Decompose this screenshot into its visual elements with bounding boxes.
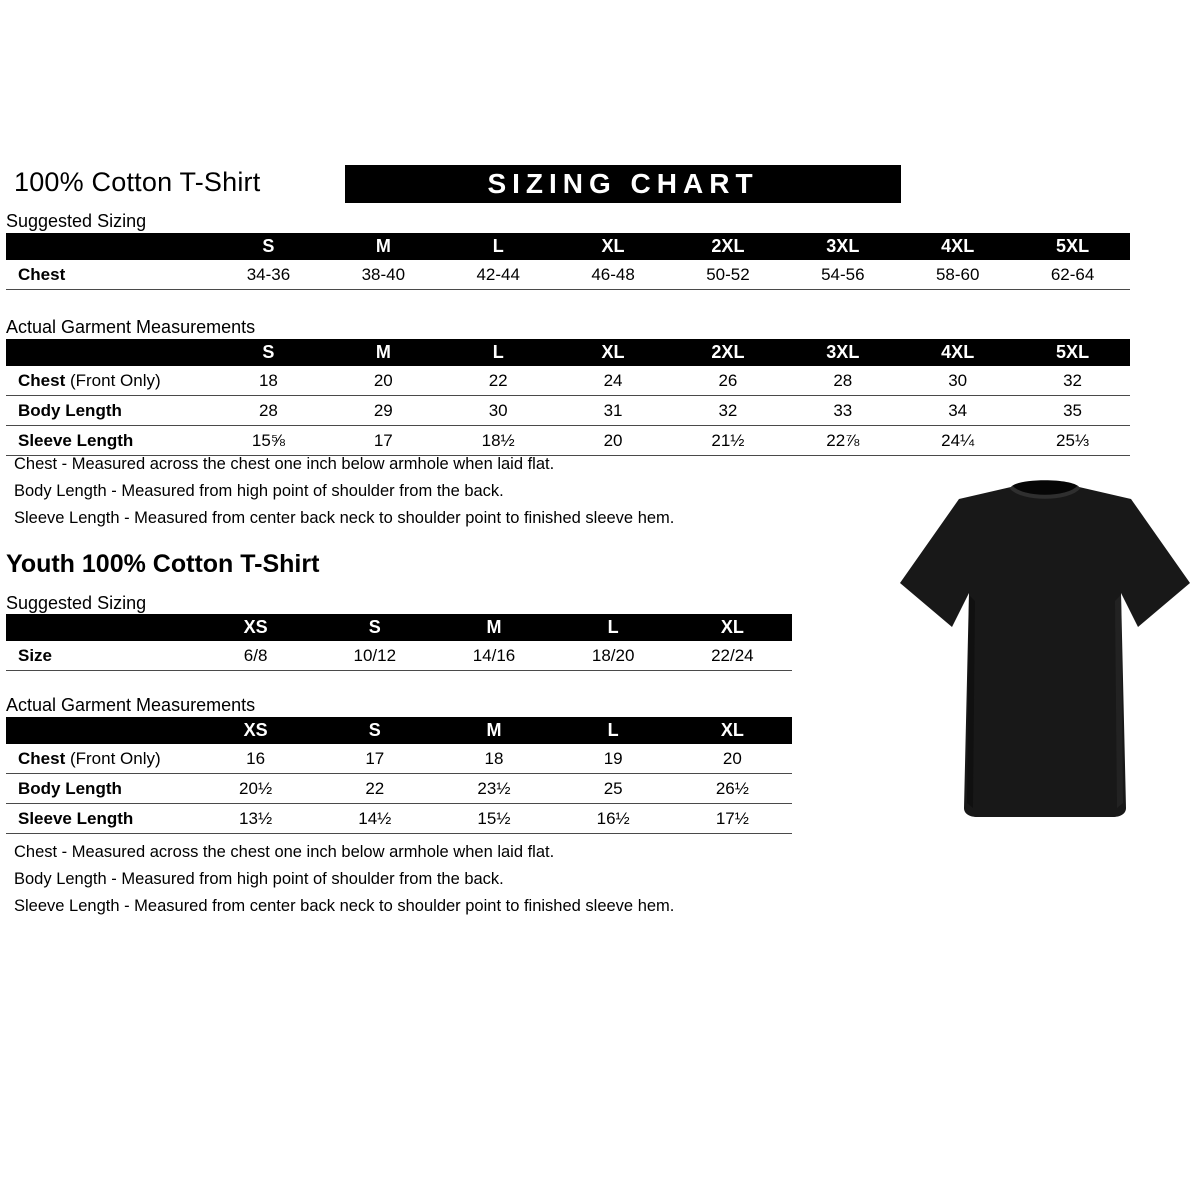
header-blank-cell [6,339,211,366]
size-value: 18 [434,744,553,774]
measurement-row [6,774,792,804]
note-chest: Chest - Measured across the chest one inch below armhole when laid flat. [14,843,555,861]
size-value: 25⅓ [1015,426,1130,456]
size-column-header: L [441,233,556,260]
size-column-header: S [211,339,326,366]
size-value: 14½ [315,804,434,834]
size-value: 28 [211,396,326,426]
size-value: 22 [441,366,556,396]
size-column-header: L [554,614,673,641]
adult-section-title: 100% Cotton T-Shirt [14,167,261,197]
size-value: 24¼ [900,426,1015,456]
adult-actual-measurements-table [6,339,1130,456]
size-value: 22/24 [673,641,792,671]
note-chest: Chest - Measured across the chest one inch below armhole when laid flat. [14,455,555,473]
size-value: 10/12 [315,641,434,671]
youth-notes [14,843,674,924]
size-column-header: L [441,339,556,366]
note-body-length: Body Length - Measured from high point of shoulder from the back. [14,870,504,888]
row-label: Size [6,641,196,671]
size-value: 54-56 [785,260,900,290]
size-column-header: XS [196,717,315,744]
size-column-header: S [211,233,326,260]
size-value: 34 [900,396,1015,426]
measurement-row [6,641,792,671]
size-value: 46-48 [556,260,671,290]
size-value: 30 [441,396,556,426]
header-blank-cell [6,614,196,641]
size-column-header: XL [556,339,671,366]
size-value: 17 [315,744,434,774]
size-table [6,717,792,834]
size-value: 32 [671,396,786,426]
size-header-row [6,339,1130,366]
size-value: 20 [556,426,671,456]
youth-actual-measurements-table [6,717,792,834]
measurement-row [6,744,792,774]
size-value: 42-44 [441,260,556,290]
size-value: 29 [326,396,441,426]
size-value: 58-60 [900,260,1015,290]
size-value: 14/16 [434,641,553,671]
size-column-header: 5XL [1015,339,1130,366]
size-column-header: M [326,233,441,260]
size-column-header: S [315,614,434,641]
size-column-header: 5XL [1015,233,1130,260]
size-value: 28 [785,366,900,396]
size-value: 34-36 [211,260,326,290]
measurement-row [6,260,1130,290]
size-column-header: XL [673,614,792,641]
size-header-row [6,614,792,641]
size-column-header: L [554,717,673,744]
size-value: 17½ [673,804,792,834]
measurement-row [6,396,1130,426]
adult-suggested-sizing-table [6,233,1130,290]
size-value: 23½ [434,774,553,804]
size-value: 15⅝ [211,426,326,456]
size-column-header: XL [556,233,671,260]
youth-section-title: Youth 100% Cotton T-Shirt [6,550,320,578]
sizing-chart-banner: SIZING CHART [345,165,901,203]
size-value: 22⅞ [785,426,900,456]
size-value: 19 [554,744,673,774]
row-label: Chest (Front Only) [6,366,211,396]
size-column-header: M [326,339,441,366]
size-value: 13½ [196,804,315,834]
size-column-header: XL [673,717,792,744]
adult-notes [14,455,674,536]
row-label: Sleeve Length [6,426,211,456]
size-value: 17 [326,426,441,456]
size-column-header: 3XL [785,339,900,366]
size-value: 18/20 [554,641,673,671]
size-table [6,339,1130,456]
measurement-row [6,804,792,834]
row-label: Body Length [6,774,196,804]
measurement-row [6,426,1130,456]
size-value: 24 [556,366,671,396]
header-blank-cell [6,233,211,260]
youth-actual-measurements-label: Actual Garment Measurements [6,695,256,715]
size-value: 31 [556,396,671,426]
size-value: 33 [785,396,900,426]
header-blank-cell [6,717,196,744]
size-column-header: 4XL [900,339,1015,366]
measurement-row [6,366,1130,396]
size-column-header: XS [196,614,315,641]
size-value: 25 [554,774,673,804]
size-value: 20 [326,366,441,396]
size-value: 18½ [441,426,556,456]
youth-suggested-sizing-table [6,614,792,671]
size-value: 20 [673,744,792,774]
size-column-header: M [434,614,553,641]
size-column-header: S [315,717,434,744]
size-value: 21½ [671,426,786,456]
adult-suggested-sizing-label: Suggested Sizing [6,211,147,231]
size-column-header: M [434,717,553,744]
size-value: 6/8 [196,641,315,671]
size-table [6,233,1130,290]
size-value: 50-52 [671,260,786,290]
size-value: 32 [1015,366,1130,396]
size-value: 18 [211,366,326,396]
size-column-header: 2XL [671,339,786,366]
size-value: 26½ [673,774,792,804]
size-column-header: 4XL [900,233,1015,260]
size-column-header: 2XL [671,233,786,260]
row-label: Chest [6,260,211,290]
tshirt-graphic [895,473,1195,828]
adult-actual-measurements-label: Actual Garment Measurements [6,317,256,337]
size-value: 15½ [434,804,553,834]
row-label: Sleeve Length [6,804,196,834]
size-value: 38-40 [326,260,441,290]
size-header-row [6,233,1130,260]
note-sleeve-length: Sleeve Length - Measured from center back neck to shoulder point to finished sleeve hem. [14,509,675,527]
size-value: 20½ [196,774,315,804]
youth-suggested-sizing-label: Suggested Sizing [6,593,147,613]
black-tshirt-image [895,473,1195,828]
row-label: Chest (Front Only) [6,744,196,774]
size-value: 26 [671,366,786,396]
size-value: 16 [196,744,315,774]
size-value: 16½ [554,804,673,834]
size-column-header: 3XL [785,233,900,260]
size-value: 62-64 [1015,260,1130,290]
size-value: 22 [315,774,434,804]
note-sleeve-length: Sleeve Length - Measured from center back neck to shoulder point to finished sleeve hem. [14,897,675,915]
size-header-row [6,717,792,744]
size-value: 30 [900,366,1015,396]
row-label: Body Length [6,396,211,426]
note-body-length: Body Length - Measured from high point of shoulder from the back. [14,482,504,500]
size-table [6,614,792,671]
size-value: 35 [1015,396,1130,426]
